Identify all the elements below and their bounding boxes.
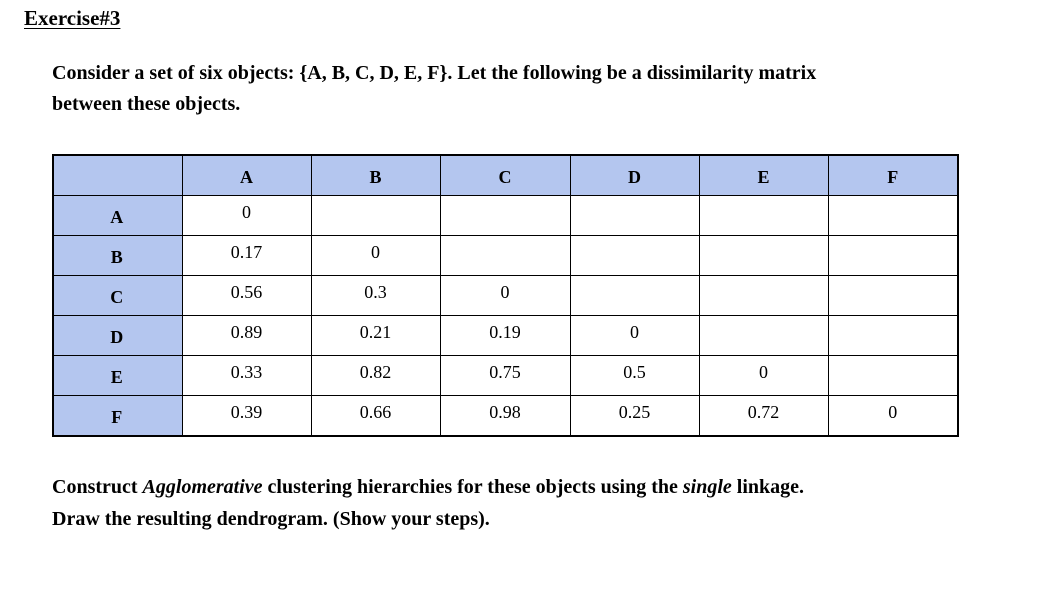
matrix-cell-value: 0.33 (230, 362, 263, 382)
matrix-cell (182, 276, 311, 316)
matrix-cell-value: 0 (371, 242, 380, 262)
matrix-cell (828, 276, 958, 316)
matrix-cell (570, 316, 699, 356)
matrix-cell-value: 0.56 (230, 282, 263, 302)
matrix-cell-value: 0.89 (230, 322, 263, 342)
task-emphasis-agglomerative: Agglomerative (142, 476, 263, 498)
matrix-cell-value: 0 (759, 362, 768, 382)
matrix-cell (311, 276, 440, 316)
row-header-label: B (110, 247, 123, 267)
row-header (53, 316, 182, 356)
task-text: Construct (52, 476, 143, 498)
matrix-cell-value: 0.25 (618, 402, 651, 422)
matrix-cell-value: 0.19 (489, 322, 521, 342)
matrix-cell (570, 236, 699, 276)
matrix-cell (440, 396, 570, 437)
matrix-cell (311, 196, 440, 236)
matrix-cell-value: 0.17 (230, 242, 263, 262)
matrix-cell (828, 316, 958, 356)
column-header-label: E (757, 166, 770, 187)
column-header (311, 155, 440, 196)
matrix-row (53, 316, 958, 356)
column-header (440, 155, 570, 196)
matrix-row (53, 276, 958, 316)
matrix-cell (570, 396, 699, 437)
row-header (53, 276, 182, 316)
column-header (828, 155, 958, 196)
exercise-title: Exercise#3 (24, 6, 121, 30)
matrix-corner-cell (53, 155, 182, 196)
matrix-cell (699, 356, 828, 396)
matrix-cell-value: 0 (500, 282, 510, 302)
matrix-cell-value: 0.75 (489, 362, 521, 382)
matrix-cell-value: 0.98 (489, 402, 521, 422)
task-line-1 (52, 476, 982, 499)
matrix-cell (311, 356, 440, 396)
row-header (53, 236, 182, 276)
matrix-cell-value: 0.21 (359, 322, 392, 342)
matrix-cell (440, 356, 570, 396)
column-header-label: B (369, 166, 382, 187)
matrix-header-row (53, 155, 958, 196)
matrix-cell-value: 0 (888, 402, 898, 422)
matrix-cell-value: 0.82 (359, 362, 392, 382)
row-header-label: D (110, 327, 124, 347)
matrix-cell (828, 396, 958, 437)
column-header (182, 155, 311, 196)
matrix-cell (182, 236, 311, 276)
column-header (699, 155, 828, 196)
row-header (53, 396, 182, 437)
task-emphasis-single: single (682, 476, 732, 498)
dissimilarity-matrix (52, 154, 959, 437)
matrix-cell (828, 356, 958, 396)
intro-line-2: between these objects. (52, 93, 241, 115)
matrix-cell (182, 196, 311, 236)
matrix-cell (828, 196, 958, 236)
matrix-cell-value: 0.39 (230, 402, 263, 422)
task-line-2: Draw the resulting dendrogram. (Show your steps). (52, 508, 490, 530)
column-header-label: A (240, 166, 253, 187)
column-header-label: C (498, 166, 512, 187)
matrix-cell (699, 396, 828, 437)
column-header-label: D (628, 166, 641, 187)
matrix-row (53, 196, 958, 236)
matrix-cell (570, 356, 699, 396)
matrix-cell (311, 396, 440, 437)
task-text: clustering hierarchies for these objects using the (262, 476, 683, 498)
matrix-cell (182, 356, 311, 396)
row-header (53, 356, 182, 396)
matrix-cell (570, 196, 699, 236)
matrix-cell (440, 236, 570, 276)
matrix-cell (182, 396, 311, 437)
matrix-cell-value: 0 (242, 202, 251, 222)
matrix-cell (699, 316, 828, 356)
row-header-label: F (111, 407, 123, 427)
matrix-cell (440, 196, 570, 236)
matrix-cell (440, 316, 570, 356)
matrix-cell (699, 276, 828, 316)
matrix-cell (570, 276, 699, 316)
matrix-cell (440, 276, 570, 316)
row-header-label: A (110, 207, 124, 227)
matrix-cell (828, 236, 958, 276)
matrix-cell-value: 0.66 (359, 402, 392, 422)
matrix-cell-value: 0.72 (747, 402, 780, 422)
matrix-cell (311, 236, 440, 276)
column-header (570, 155, 699, 196)
matrix-cell-value: 0.3 (364, 282, 387, 302)
matrix-cell-value: 0 (630, 322, 639, 342)
row-header (53, 196, 182, 236)
task-text: linkage. (731, 476, 805, 498)
matrix-row (53, 356, 958, 396)
matrix-cell (699, 196, 828, 236)
intro-line-1: Consider a set of six objects: {A, B, C, D, E, F}. Let the following be a dissimilarity matrix (52, 62, 817, 84)
column-header-label: F (887, 166, 899, 187)
row-header-label: E (110, 367, 123, 387)
matrix-cell-value: 0.5 (623, 362, 646, 382)
matrix-row (53, 236, 958, 276)
matrix-cell (182, 316, 311, 356)
matrix-cell (699, 236, 828, 276)
row-header-label: C (110, 287, 124, 307)
matrix-row (53, 396, 958, 437)
matrix-cell (311, 316, 440, 356)
